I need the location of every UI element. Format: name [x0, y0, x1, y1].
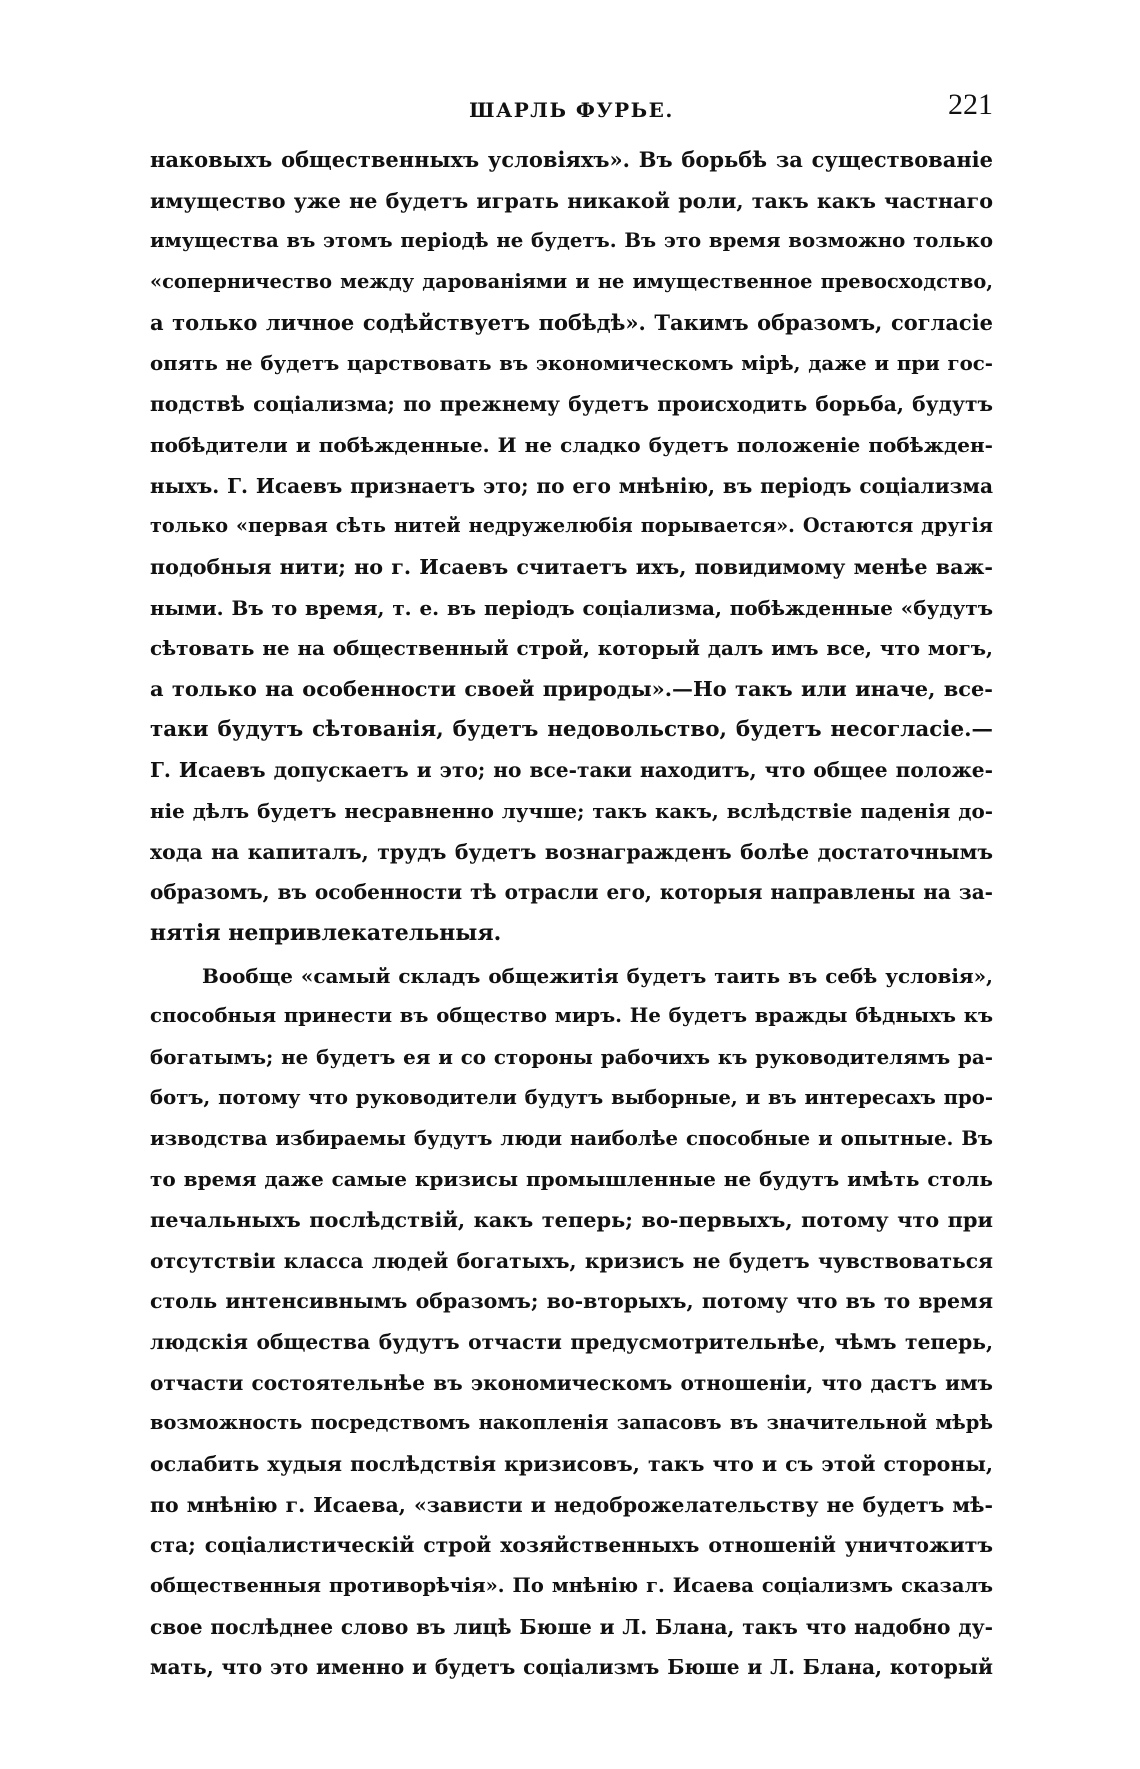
paragraph-2 [150, 956, 993, 1688]
text-line: способныя принести въ общество миръ. Не будетъ вражды бѣдныхъ къ [150, 1004, 993, 1028]
text-line: ніе дѣлъ будетъ несравненно лучше; такъ какъ, вслѣдствіе паденія до- [150, 799, 993, 823]
page-header [150, 88, 993, 128]
text-line: то время даже самые кризисы промышленные не будутъ имѣть столь [150, 1167, 993, 1192]
text-line: ныхъ. Г. Исаевъ признаетъ это; по его мнѣнію, въ періодъ соціализма [150, 473, 993, 498]
text-line: а только личное содѣйствуетъ побѣдѣ». Такимъ образомъ, согласіе [150, 309, 993, 335]
text-line: изводства избираемы будутъ люди наиболѣе способные и опытные. Въ [150, 1126, 993, 1150]
text-line: имущество уже не будетъ играть никакой роли, такъ какъ частнаго [150, 188, 993, 213]
text-line: богатымъ; не будетъ ея и со стороны рабочихъ къ руководителямъ ра- [150, 1045, 993, 1070]
text-line: ста; соціалистическій строй хозяйственныхъ отношеній уничтожитъ [150, 1533, 993, 1558]
text-line: побѣдители и побѣжденные. И не сладко будетъ положеніе побѣжден- [150, 432, 993, 457]
text-line: Вообще «самый складъ общежитія будетъ таить въ себѣ условія», [202, 963, 993, 988]
text-line: по мнѣнію г. Исаева, «зависти и недоброжелательству не будетъ мѣ- [150, 1492, 993, 1517]
text-line: а только на особенности своей природы».—Но такъ или иначе, все- [150, 675, 993, 701]
text-line: «соперничество между дарованіями и не имущественное превосходство, [150, 270, 993, 294]
text-line: свое послѣднее слово въ лицѣ Бюше и Л. Блана, такъ что надобно ду- [150, 1614, 993, 1639]
text-line: ными. Въ то время, т. е. въ періодъ соціализма, побѣжденные «будутъ [150, 595, 993, 620]
text-line: людскія общества будутъ отчасти предусмотрительнѣе, чѣмъ теперь, [150, 1329, 993, 1354]
text-line: печальныхъ послѣдствій, какъ теперь; во-первыхъ, потому что при [150, 1206, 993, 1232]
text-line: возможность посредствомъ накопленія запасовъ въ значительной мѣрѣ [150, 1411, 993, 1435]
text-line: только «первая сѣть нитей недружелюбія порывается». Остаются другія [150, 514, 993, 538]
text-line: столь интенсивнымъ образомъ; во-вторыхъ, потому что въ то время [150, 1289, 993, 1314]
text-line: сѣтовать не на общественный строй, который далъ имъ все, что могъ, [150, 636, 993, 661]
text-line: ботъ, потому что руководители будутъ выборные, и въ интересахъ про- [150, 1085, 993, 1109]
text-line: подствѣ соціализма; по прежнему будетъ происходить борьба, будутъ [150, 392, 993, 417]
text-line: общественныя противорѣчія». По мнѣнію г. Исаева соціализмъ сказалъ [150, 1574, 993, 1598]
text-line: подобныя нити; но г. Исаевъ считаетъ ихъ, повидимому менѣе важ- [150, 554, 993, 579]
text-line: таки будутъ сѣтованія, будетъ недовольство, будетъ несогласіе.— [150, 716, 993, 742]
text-line: нятія непривлекательныя. [150, 920, 502, 947]
text-line: отсутствіи класса людей богатыхъ, кризисъ не будетъ чувствоваться [150, 1248, 993, 1273]
running-title: ШАРЛЬ ФУРЬЕ. [469, 98, 674, 122]
text-line: ослабить худыя послѣдствія кризисовъ, такъ что и съ этой стороны, [150, 1452, 993, 1476]
text-line: образомъ, въ особенности тѣ отрасли его, которыя направлены на за- [150, 880, 993, 905]
text-line: отчасти состоятельнѣе въ экономическомъ отношеніи, что дастъ имъ [150, 1370, 993, 1395]
text-line: опять не будетъ царствовать въ экономическомъ мірѣ, даже и при гос- [150, 351, 993, 376]
body-text [150, 140, 993, 1688]
text-line: мать, что это именно и будетъ соціализмъ Бюше и Л. Блана, который [150, 1655, 993, 1680]
text-line: хода на капиталъ, трудъ будетъ вознагражденъ болѣе достаточнымъ [150, 839, 993, 864]
text-line: наковыхъ общественныхъ условіяхъ». Въ борьбѣ за существованіе [150, 147, 993, 172]
paragraph-1 [150, 140, 993, 954]
text-line: имущества въ этомъ періодѣ не будетъ. Въ это время возможно только [150, 229, 993, 253]
text-line: Г. Исаевъ допускаетъ и это; но все-таки находитъ, что общее положе- [150, 758, 993, 783]
page-number: 221 [948, 88, 993, 121]
